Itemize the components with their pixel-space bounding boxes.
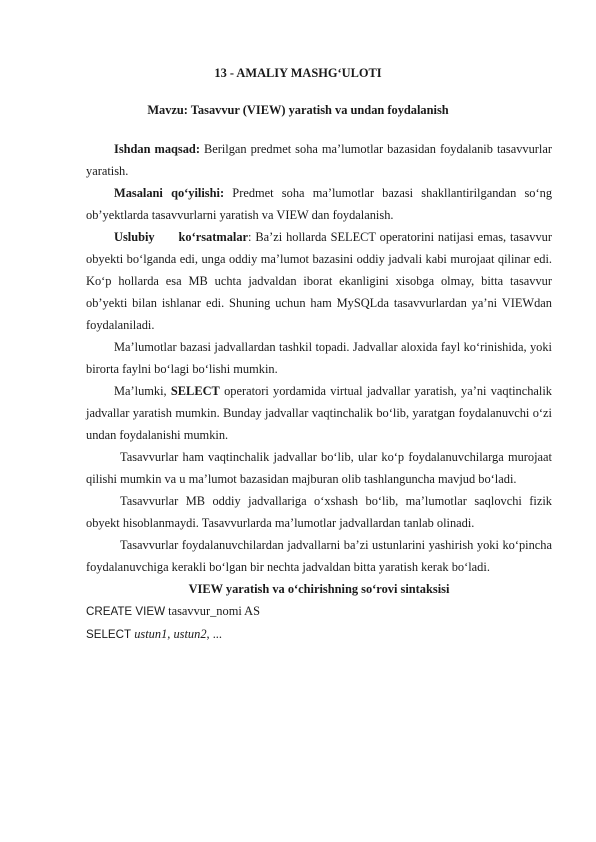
page-subtitle: Mavzu: Tasavvur (VIEW) yaratish va undan foydalanish: [147, 103, 449, 117]
code-column-2: ustun2: [173, 627, 207, 641]
paragraph-problem: [86, 182, 552, 226]
goal-label: Ishdan maqsad:: [114, 142, 200, 156]
paragraph-views-temporary: Tasavvurlar ham vaqtinchalik jadvallar bo‘lib, ular ko‘p foydalanuvchilarga murojaat qilishi mumkin va u ma’lumot bazasidan majburan olib tashlanguncha mavjud bo‘ladi.: [86, 450, 552, 486]
code-sep: ,: [167, 627, 174, 641]
paragraph-goal: [86, 138, 552, 182]
select-pre: Ma’lumki,: [114, 384, 171, 398]
guidelines-text: Ba’zi hollarda SELECT operatorini natijasi emas, tasavvur obyekti bo‘lganda edi, unga oddiy ma’lumot bazasini oddiy jadvali kabi murojaat qilinar edi. Ko‘p hollarda esa MB uchta jadvaldan iborat ekanligini xisobga olmay, bitta tasavvur ob’yekti bilan ishlanar edi. Shuning uchun ham MySQLda tasavvurlardan ya’ni VIEWdan foydalaniladi.: [86, 230, 552, 332]
paragraph-views-physical: Tasavvurlar MB oddiy jadvallariga o‘xshash bo‘lib, ma’lumotlar saqlovchi fizik obyekt hisoblanmaydi. Tasavvurlarda ma’lumotlar jadvallardan tanlab olinadi.: [86, 494, 552, 530]
select-post: operatori yordamida virtual jadvallar yaratish, ya’ni vaqtinchalik jadvallar yaratish mumkin. Bunday jadvallar vaqtinchalik bo‘lib, yaratgan foydalanuvchi o‘zi undan foydalanishi mumkin.: [86, 384, 552, 442]
problem-text: Predmet soha ma’lumotlar bazasi shakllantirilgandan so‘ng ob’yektlarda tasavvurlarni yaratish va VIEW dan foydalanish.: [86, 186, 553, 222]
guidelines-label: Uslubiy ko‘rsatmalar: [114, 230, 249, 244]
code-select-keyword: SELECT: [86, 628, 132, 641]
problem-label: Masalani qo‘yilishi:: [114, 186, 225, 200]
paragraph-select: [86, 380, 552, 446]
guidelines-colon: :: [248, 230, 252, 244]
paragraph-views-hide: Tasavvurlar foydalanuvchilardan jadvallarni ba’zi ustunlarini yashirish yoki ko‘pincha foydalanuvchiga kerakli bo‘lgan bir nechta jadvaldan bitta yaratish kerak bo‘ladi.: [86, 538, 552, 574]
document-body: [86, 138, 552, 646]
code-line-select: [86, 623, 552, 646]
code-create-rest: tasavvur_nomi AS: [165, 604, 261, 618]
page-title: 13 - AMALIY MASHG‘ULOTI: [214, 66, 382, 80]
goal-text: Berilgan predmet soha ma’lumotlar bazasidan foydalanib tasavvurlar yaratish.: [86, 142, 552, 178]
code-create-keyword: CREATE VIEW: [86, 605, 166, 618]
code-line-create: [86, 600, 552, 623]
code-column-1: ustun1: [134, 627, 168, 641]
code-tail: , ...: [206, 627, 223, 641]
paragraph-guidelines: [86, 226, 552, 336]
select-keyword: SELECT: [170, 384, 220, 398]
section-heading: VIEW yaratish va o‘chirishning so‘rovi sintaksisi: [188, 582, 450, 596]
paragraph-tables: Ma’lumotlar bazasi jadvallardan tashkil topadi. Jadvallar aloxida fayl ko‘rinishida, yoki birorta faylni bo‘lagi bo‘lishi mumkin.: [86, 340, 552, 376]
